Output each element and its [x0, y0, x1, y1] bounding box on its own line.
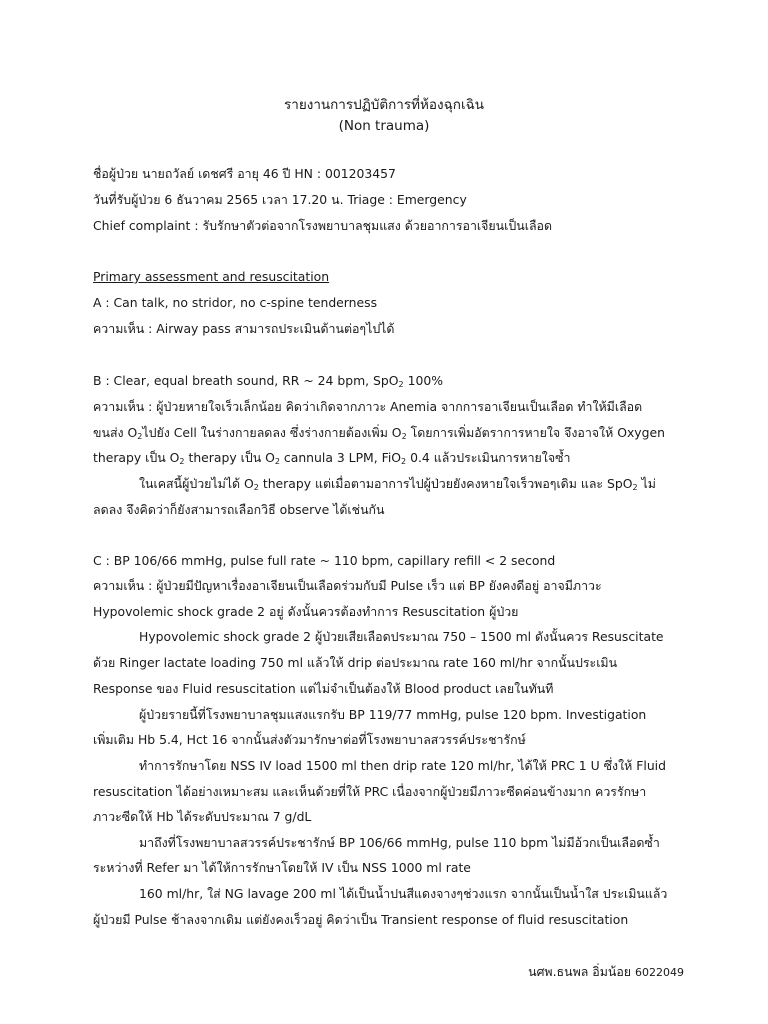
circulation-comment-line: 160 ml/hr, ใส่ NG lavage 200 ml ได้เป็นน้ำปนสีแดงจางๆช่วงแรก จากนั้นเป็นน้ำใส ประเมินแล้ว [139, 886, 668, 901]
breathing-line: B : Clear, equal breath sound, RR ~ 24 bpm, SpO$_2$ 100% [93, 373, 443, 389]
circulation-line: C : BP 106/66 mmHg, pulse full rate ~ 110 bpm, capillary refill < 2 second [93, 553, 556, 568]
admit-date-line: วันที่รับผู้ป่วย 6 ธันวาคม 2565 เวลา 17.20 น. Triage : Emergency [93, 192, 467, 207]
patient-name-line: ชื่อผู้ป่วย นายถวัลย์ เดชศรี อายุ 46 ปี HN : 001203457 [93, 166, 396, 181]
circulation-comment-line: Response ของ Fluid resuscitation แต่ไม่จำเป็นต้องให้ Blood product เลยในทันที [93, 681, 554, 696]
document-title: รายงานการปฏิบัติการที่ห้องฉุกเฉิน [283, 97, 485, 113]
primary-assessment-heading: Primary assessment and resuscitation [93, 269, 330, 284]
breathing-comment-line-1: ความเห็น : ผู้ป่วยหายใจเร็วเล็กน้อย คิดว่าเกิดจากภาวะ Anemia จากการอาเจียนเป็นเลือด ทำให้มีเลือด [93, 399, 643, 414]
airway-line: A : Can talk, no stridor, no c-spine tenderness [93, 295, 378, 310]
breathing-comment-line-2: ขนส่ง $O_2$ไปยัง Cell ในร่างกายลดลง ซึ่งร่างกายต้องเพิ่ม $O_2$ โดยการเพิ่มอัตราการหายใจ จึงอาจให้ Oxygen [93, 425, 665, 441]
author-signature [528, 963, 684, 982]
circulation-comment-line: ความเห็น : ผู้ป่วยมีปัญหาเรื่องอาเจียนเป็นเลือดร่วมกับมี Pulse เร็ว แต่ BP ยังคงดีอยู่ อาจมีภาวะ [93, 578, 602, 593]
airway-comment-line: ความเห็น : Airway pass สามารถประเมินด้านต่อๆไปได้ [93, 321, 395, 336]
breathing-comment-line-4: ในเคสนี้ผู้ป่วยไม่ได้ $O_2$ therapy แต่เมื่อตามอาการไปผู้ป่วยยังคงหายใจเร็วพอๆเดิม และ SpO$_2$ ไม่ [139, 476, 656, 492]
circulation-comment-line: เพิ่มเติม Hb 5.4, Hct 16 จากนั้นส่งตัวมารักษาต่อที่โรงพยาบาลสวรรค์ประชารักษ์ [93, 732, 526, 747]
breathing-comment-line-5: ลดลง จึงคิดว่าก็ยังสามารถเลือกวิธี observe ได้เช่นกัน [93, 502, 385, 517]
circulation-comment-line: ภาวะซีดให้ Hb ได้ระดับประมาณ 7 g/dL [93, 809, 312, 824]
circulation-comment-line: ผู้ป่วยรายนี้ที่โรงพยาบาลชุมแสงแรกรับ BP 119/77 mmHg, pulse 120 bpm. Investigation [139, 707, 647, 722]
circulation-comment-line: มาถึงที่โรงพยาบาลสวรรค์ประชารักษ์ BP 106/66 mmHg, pulse 110 bpm ไม่มีอ้วกเป็นเลือดซ้ำ [139, 835, 660, 850]
circulation-comment-line: ทำการรักษาโดย NSS IV load 1500 ml then drip rate 120 ml/hr, ได้ให้ PRC 1 U ซึ่งให้ Fluid [139, 758, 666, 773]
circulation-comment-line: ผู้ป่วยมี Pulse ช้าลงจากเดิม แต่ยังคงเร็วอยู่ คิดว่าเป็น Transient response of fluid resuscitation [93, 912, 629, 927]
circulation-comment-line: Hypovolemic shock grade 2 อยู่ ดังนั้นควรต้องทำการ Resuscitation ผู้ป่วย [93, 604, 519, 619]
circulation-comment-line: ด้วย Ringer lactate loading 750 ml แล้วให้ drip ต่อประมาณ rate 160 ml/hr จากนั้นประเมิน [93, 655, 618, 670]
circulation-comment-line: Hypovolemic shock grade 2 ผู้ป่วยเสียเลือดประมาณ 750 – 1500 ml ดังนั้นควร Resuscitate [139, 629, 664, 644]
circulation-comment-line: ระหว่างที่ Refer มา ได้ให้การรักษาโดยให้ IV เป็น NSS 1000 ml rate [93, 860, 471, 875]
document-subtitle: (Non trauma) [338, 118, 430, 134]
student-id: 6022049 [635, 966, 684, 979]
circulation-comment-line: resuscitation ได้อย่างเหมาะสม และเห็นด้วยที่ให้ PRC เนื่องจากผู้ป่วยมีภาวะซีดค่อนข้างมาก ควรรักษา [93, 784, 647, 799]
chief-complaint-line: Chief complaint : รับรักษาตัวต่อจากโรงพยาบาลชุมแสง ด้วยอาการอาเจียนเป็นเลือด [93, 218, 553, 233]
breathing-comment-line-3: therapy เป็น $O_2$ therapy เป็น $O_2$ cannula 3 LPM, FiO$_2$ 0.4 แล้วประเมินการหายใจซ้ำ [93, 450, 571, 466]
author-name: นศพ.ธนพล อิ่มน้อย [528, 964, 635, 979]
